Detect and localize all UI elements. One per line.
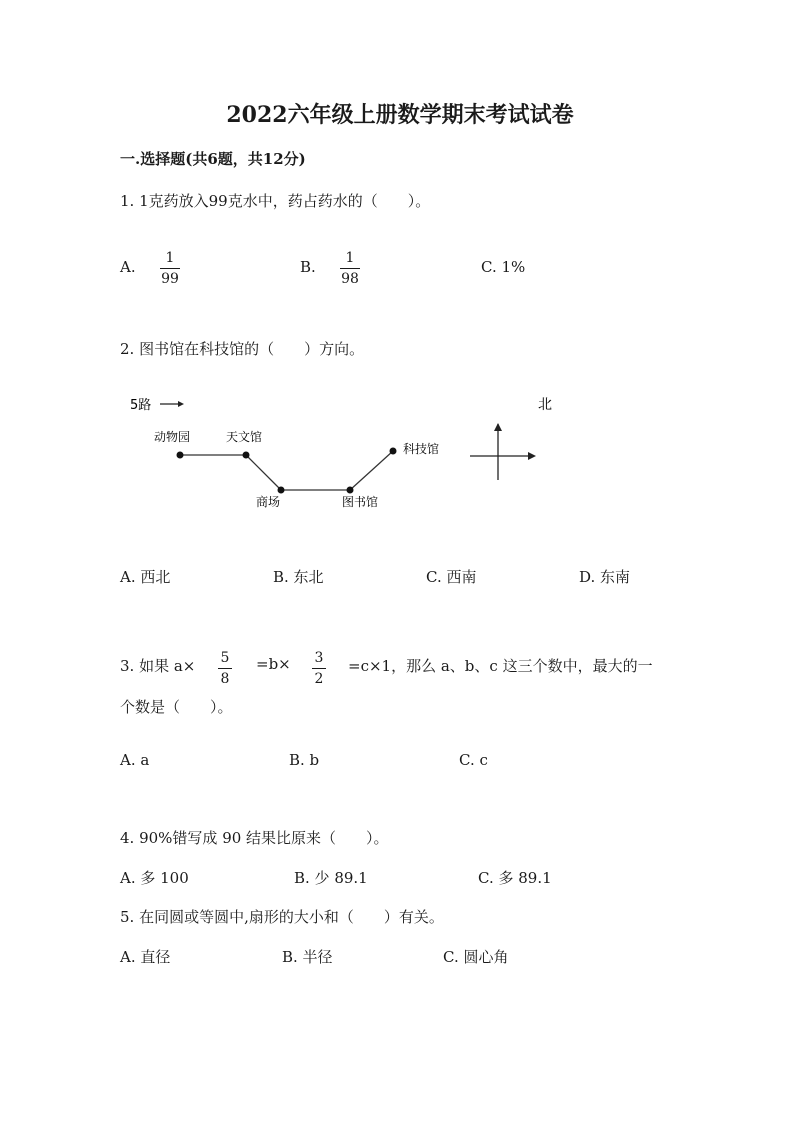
science-museum-point xyxy=(390,448,397,455)
north-label: 北 xyxy=(538,397,552,413)
compass-north-arrow xyxy=(494,423,502,431)
fraction-numerator: 1 xyxy=(165,250,175,266)
q1-option-b-fraction xyxy=(340,250,360,287)
question-3-part2: =b× xyxy=(256,655,291,673)
question-5-text: 5. 在同圆或等圆中,扇形的大小和（ ）有关。 xyxy=(120,908,444,926)
science-museum-label: 科技馆 xyxy=(403,442,440,456)
question-1-text: 1. 1克药放入99克水中，药占药水的（ ）。 xyxy=(120,192,431,210)
mall-label: 商场 xyxy=(256,495,281,509)
question-3-line2: 个数是（ ）。 xyxy=(120,698,233,716)
q2-option-b: B. 东北 xyxy=(273,568,324,586)
mall-point xyxy=(278,487,285,494)
fraction-numerator: 5 xyxy=(220,650,230,666)
question-4-text: 4. 90%错写成 90 结果比原来（ ）。 xyxy=(120,829,389,847)
fraction-numerator: 1 xyxy=(345,250,355,266)
fraction-bar xyxy=(340,268,360,269)
q3-option-c: C. c xyxy=(459,751,488,769)
q1-option-a-label: A. xyxy=(120,258,136,276)
road-label: 5路 xyxy=(130,398,152,413)
fraction-denominator: 99 xyxy=(161,271,179,287)
q4-option-c: C. 多 89.1 xyxy=(478,869,552,887)
fraction-bar xyxy=(160,268,180,269)
fraction-denominator: 98 xyxy=(341,271,359,287)
q2-option-a: A. 西北 xyxy=(120,568,171,586)
direction-map-diagram xyxy=(120,385,580,515)
question-3-part3: =c×1，那么 a、b、c 这三个数中，最大的一 xyxy=(348,657,653,675)
question-2-text: 2. 图书馆在科技馆的（ ）方向。 xyxy=(120,340,365,358)
compass-east-arrow xyxy=(528,452,536,460)
fraction-denominator: 2 xyxy=(314,671,324,687)
fraction-bar xyxy=(312,668,326,669)
fraction-denominator: 8 xyxy=(220,671,230,687)
q3-fraction-2 xyxy=(312,650,326,687)
q3-fraction-1 xyxy=(218,650,232,687)
section-heading: 一.选择题(共6题，共12分) xyxy=(120,150,306,168)
q3-option-a: A. a xyxy=(120,751,150,769)
q2-option-c: C. 西南 xyxy=(426,568,477,586)
q5-option-b: B. 半径 xyxy=(282,948,333,966)
q2-option-d: D. 东南 xyxy=(579,568,631,586)
q5-option-c: C. 圆心角 xyxy=(443,948,509,966)
q1-option-c: C. 1% xyxy=(481,258,526,276)
library-point xyxy=(347,487,354,494)
zoo-label: 动物园 xyxy=(154,430,191,444)
zoo-point xyxy=(177,452,184,459)
q4-option-b: B. 少 89.1 xyxy=(294,869,368,887)
observatory-point xyxy=(243,452,250,459)
q1-option-a-fraction xyxy=(160,250,180,287)
fraction-bar xyxy=(218,668,232,669)
fraction-numerator: 3 xyxy=(314,650,324,666)
q1-option-b-label: B. xyxy=(300,258,316,276)
q3-option-b: B. b xyxy=(289,751,320,769)
observatory-label: 天文馆 xyxy=(226,430,263,444)
library-label: 图书馆 xyxy=(342,495,379,509)
path-library-science xyxy=(350,451,393,490)
path-observatory-mall xyxy=(246,455,281,490)
question-3-part1: 3. 如果 a× xyxy=(120,657,196,675)
q5-option-a: A. 直径 xyxy=(120,948,171,966)
road-arrow-head xyxy=(178,401,184,407)
page-title: 2022六年级上册数学期末考试试卷 xyxy=(226,102,574,128)
q4-option-a: A. 多 100 xyxy=(120,869,189,887)
